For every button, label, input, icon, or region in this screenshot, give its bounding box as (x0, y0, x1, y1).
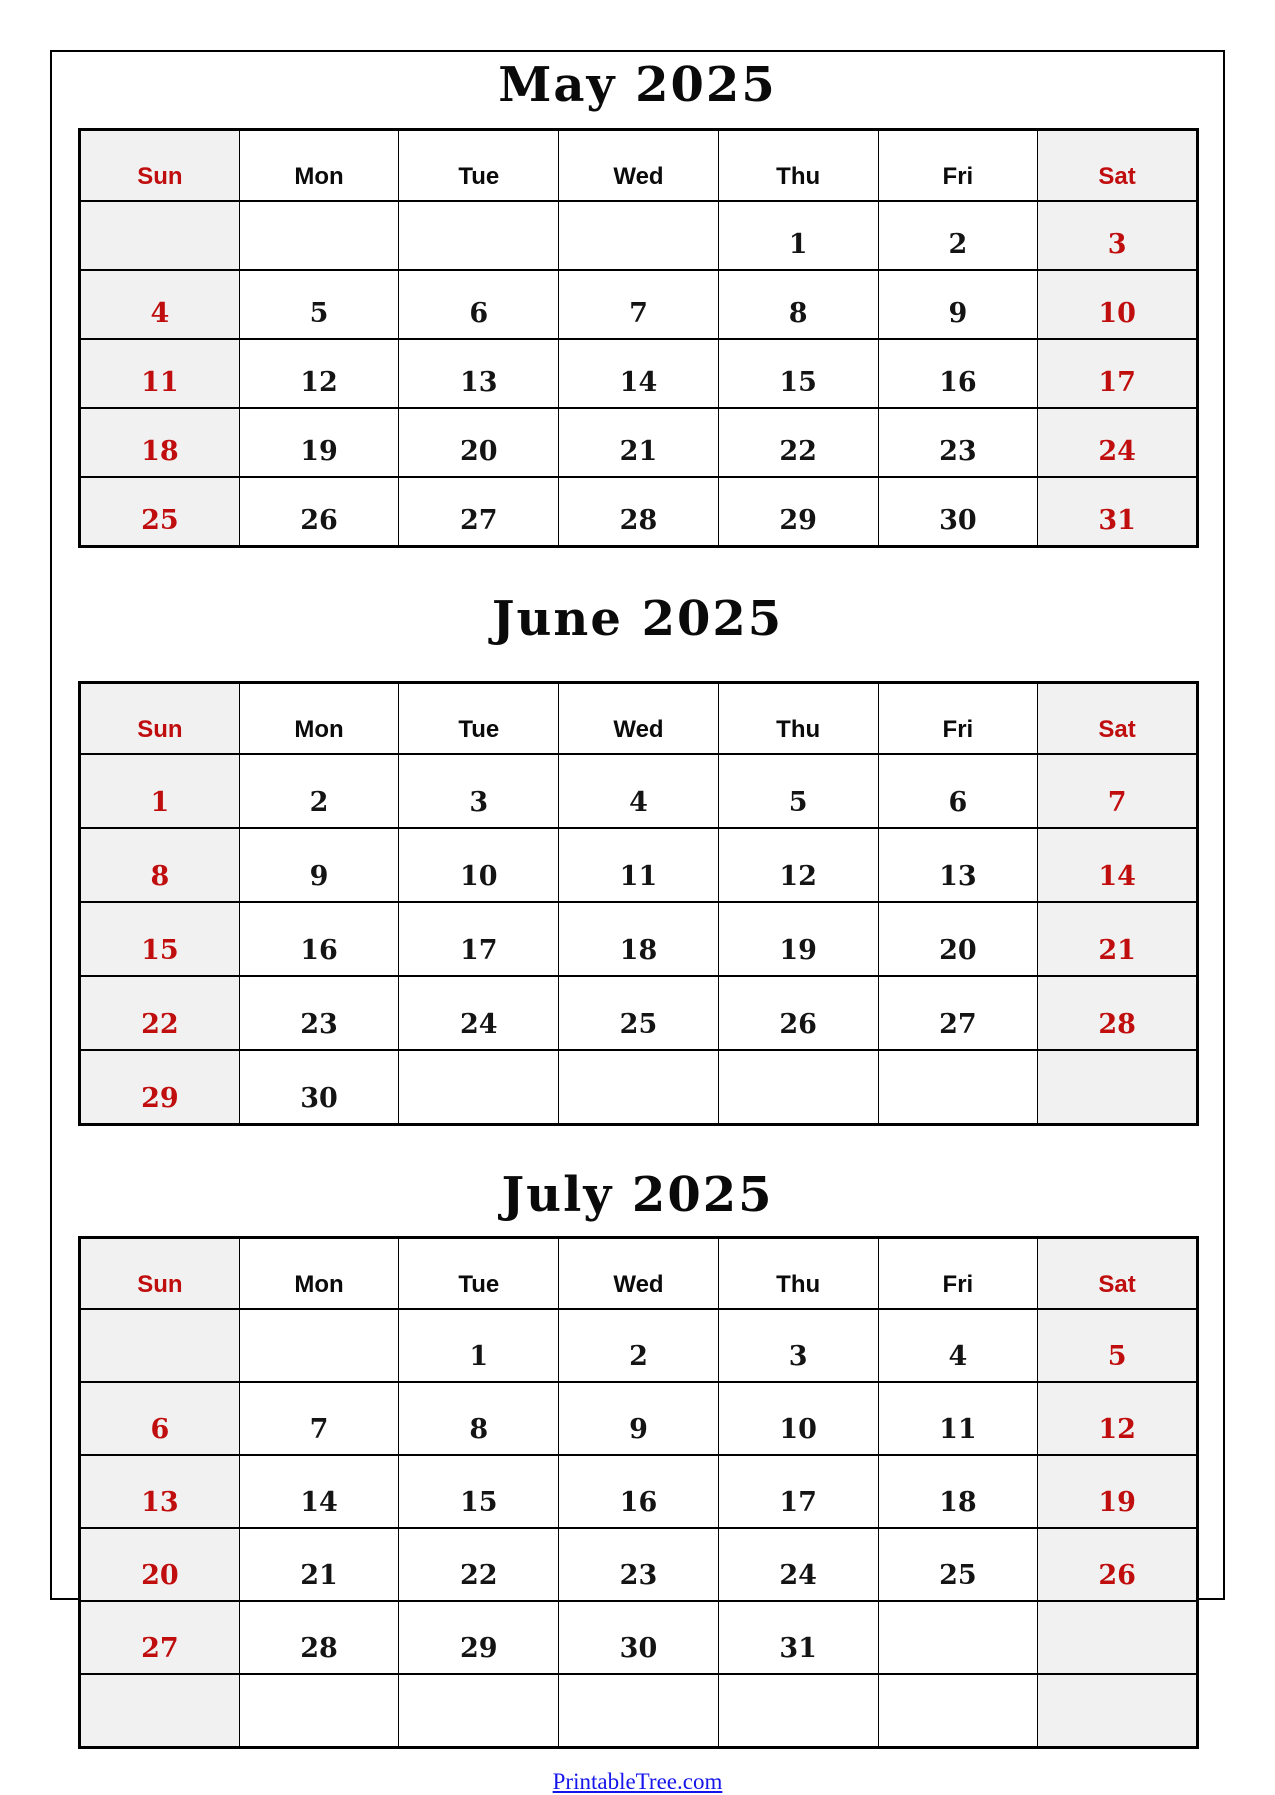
week-row (80, 828, 1198, 902)
day-cell: 9 (878, 270, 1038, 339)
day-cell: 25 (80, 477, 240, 547)
weekday-sat: Sat (1038, 130, 1198, 202)
day-cell: 6 (399, 270, 559, 339)
day-cell: 14 (559, 339, 719, 408)
week-row (80, 201, 1198, 270)
day-cell (718, 1050, 878, 1125)
day-cell: 28 (239, 1601, 399, 1674)
weekday-mon: Mon (239, 1238, 399, 1310)
day-cell: 23 (239, 976, 399, 1050)
week-row (80, 754, 1198, 828)
day-cell: 29 (80, 1050, 240, 1125)
day-cell: 27 (878, 976, 1038, 1050)
day-cell: 15 (80, 902, 240, 976)
weekday-thu: Thu (718, 130, 878, 202)
day-cell: 13 (80, 1455, 240, 1528)
day-cell: 2 (878, 201, 1038, 270)
day-cell: 10 (1038, 270, 1198, 339)
day-cell: 18 (878, 1455, 1038, 1528)
day-cell: 12 (239, 339, 399, 408)
may-calendar-table (78, 128, 1199, 548)
day-cell: 8 (399, 1382, 559, 1455)
day-cell: 3 (718, 1309, 878, 1382)
weekday-header-row (80, 682, 1198, 754)
day-cell: 4 (559, 754, 719, 828)
weekday-mon: Mon (239, 682, 399, 754)
day-cell: 11 (559, 828, 719, 902)
day-cell: 28 (1038, 976, 1198, 1050)
month-june (78, 591, 1197, 1125)
day-cell (80, 1309, 240, 1382)
weekday-fri: Fri (878, 130, 1038, 202)
day-cell: 2 (559, 1309, 719, 1382)
day-cell: 20 (399, 408, 559, 477)
weekday-sun: Sun (80, 1238, 240, 1310)
day-cell: 18 (80, 408, 240, 477)
day-cell (1038, 1050, 1198, 1125)
day-cell (80, 1674, 240, 1748)
day-cell: 5 (1038, 1309, 1198, 1382)
day-cell (878, 1050, 1038, 1125)
day-cell (399, 201, 559, 270)
day-cell: 25 (878, 1528, 1038, 1601)
day-cell: 31 (1038, 477, 1198, 547)
day-cell: 25 (559, 976, 719, 1050)
day-cell: 6 (80, 1382, 240, 1455)
day-cell: 7 (1038, 754, 1198, 828)
week-row (80, 477, 1198, 547)
week-row (80, 1309, 1198, 1382)
day-cell: 19 (239, 408, 399, 477)
month-july (78, 1166, 1197, 1749)
week-row (80, 976, 1198, 1050)
weekday-thu: Thu (718, 1238, 878, 1310)
day-cell (1038, 1601, 1198, 1674)
weekday-thu: Thu (718, 682, 878, 754)
week-row (80, 1455, 1198, 1528)
day-cell: 30 (239, 1050, 399, 1125)
day-cell: 27 (399, 477, 559, 547)
day-cell (239, 201, 399, 270)
day-cell: 12 (1038, 1382, 1198, 1455)
day-cell: 4 (80, 270, 240, 339)
day-cell: 21 (239, 1528, 399, 1601)
weekday-wed: Wed (559, 1238, 719, 1310)
day-cell: 9 (559, 1382, 719, 1455)
day-cell: 30 (878, 477, 1038, 547)
day-cell: 17 (1038, 339, 1198, 408)
weekday-tue: Tue (399, 682, 559, 754)
day-cell: 4 (878, 1309, 1038, 1382)
day-cell: 7 (239, 1382, 399, 1455)
day-cell (878, 1674, 1038, 1748)
day-cell: 23 (559, 1528, 719, 1601)
day-cell: 28 (559, 477, 719, 547)
day-cell: 24 (718, 1528, 878, 1601)
day-cell: 12 (718, 828, 878, 902)
day-cell: 17 (718, 1455, 878, 1528)
weekday-sun: Sun (80, 130, 240, 202)
weekday-header-row (80, 130, 1198, 202)
month-may (78, 57, 1197, 548)
day-cell: 10 (718, 1382, 878, 1455)
day-cell: 16 (239, 902, 399, 976)
day-cell: 24 (399, 976, 559, 1050)
day-cell: 22 (718, 408, 878, 477)
day-cell: 13 (399, 339, 559, 408)
day-cell: 19 (718, 902, 878, 976)
day-cell: 29 (718, 477, 878, 547)
day-cell: 30 (559, 1601, 719, 1674)
month-title-july: July 2025 (501, 1166, 774, 1223)
day-cell: 8 (718, 270, 878, 339)
week-row (80, 1050, 1198, 1125)
weekday-sat: Sat (1038, 682, 1198, 754)
day-cell: 24 (1038, 408, 1198, 477)
day-cell: 15 (399, 1455, 559, 1528)
day-cell: 14 (239, 1455, 399, 1528)
day-cell: 29 (399, 1601, 559, 1674)
day-cell: 20 (878, 902, 1038, 976)
page-border (50, 50, 1225, 1795)
day-cell: 7 (559, 270, 719, 339)
weekday-fri: Fri (878, 1238, 1038, 1310)
day-cell: 9 (239, 828, 399, 902)
day-cell: 2 (239, 754, 399, 828)
day-cell: 3 (399, 754, 559, 828)
day-cell: 27 (80, 1601, 240, 1674)
day-cell (1038, 1674, 1198, 1748)
day-cell: 1 (399, 1309, 559, 1382)
weekday-header-row (80, 1238, 1198, 1310)
day-cell: 8 (80, 828, 240, 902)
day-cell: 21 (559, 408, 719, 477)
day-cell: 31 (718, 1601, 878, 1674)
day-cell: 17 (399, 902, 559, 976)
weekday-mon: Mon (239, 130, 399, 202)
weekday-wed: Wed (559, 130, 719, 202)
day-cell: 26 (718, 976, 878, 1050)
day-cell: 21 (1038, 902, 1198, 976)
july-calendar-table (78, 1236, 1199, 1749)
week-row (80, 1674, 1198, 1748)
week-row (80, 408, 1198, 477)
day-cell: 22 (399, 1528, 559, 1601)
weekday-sat: Sat (1038, 1238, 1198, 1310)
week-row (80, 1528, 1198, 1601)
day-cell (399, 1674, 559, 1748)
weekday-tue: Tue (399, 130, 559, 202)
day-cell (718, 1674, 878, 1748)
footer (78, 1769, 1197, 1795)
weekday-sun: Sun (80, 682, 240, 754)
weekday-fri: Fri (878, 682, 1038, 754)
day-cell (399, 1050, 559, 1125)
week-row (80, 902, 1198, 976)
day-cell: 20 (80, 1528, 240, 1601)
day-cell: 6 (878, 754, 1038, 828)
footer-link[interactable]: PrintableTree.com (552, 1769, 723, 1795)
day-cell: 14 (1038, 828, 1198, 902)
weekday-tue: Tue (399, 1238, 559, 1310)
day-cell (559, 1674, 719, 1748)
day-cell: 18 (559, 902, 719, 976)
day-cell (559, 201, 719, 270)
week-row (80, 1601, 1198, 1674)
day-cell: 19 (1038, 1455, 1198, 1528)
day-cell: 13 (878, 828, 1038, 902)
month-title-may: May 2025 (498, 57, 777, 113)
week-row (80, 270, 1198, 339)
day-cell: 26 (239, 477, 399, 547)
day-cell: 10 (399, 828, 559, 902)
day-cell: 5 (718, 754, 878, 828)
day-cell (878, 1601, 1038, 1674)
day-cell: 3 (1038, 201, 1198, 270)
day-cell (239, 1309, 399, 1382)
day-cell: 16 (878, 339, 1038, 408)
week-row (80, 339, 1198, 408)
june-calendar-table (78, 681, 1199, 1126)
day-cell (239, 1674, 399, 1748)
day-cell: 11 (80, 339, 240, 408)
day-cell: 11 (878, 1382, 1038, 1455)
day-cell: 1 (718, 201, 878, 270)
weekday-wed: Wed (559, 682, 719, 754)
day-cell (80, 201, 240, 270)
day-cell: 26 (1038, 1528, 1198, 1601)
month-title-june: June 2025 (491, 591, 784, 648)
week-row (80, 1382, 1198, 1455)
day-cell: 15 (718, 339, 878, 408)
day-cell: 22 (80, 976, 240, 1050)
day-cell: 23 (878, 408, 1038, 477)
day-cell: 5 (239, 270, 399, 339)
day-cell: 1 (80, 754, 240, 828)
day-cell (559, 1050, 719, 1125)
day-cell: 16 (559, 1455, 719, 1528)
